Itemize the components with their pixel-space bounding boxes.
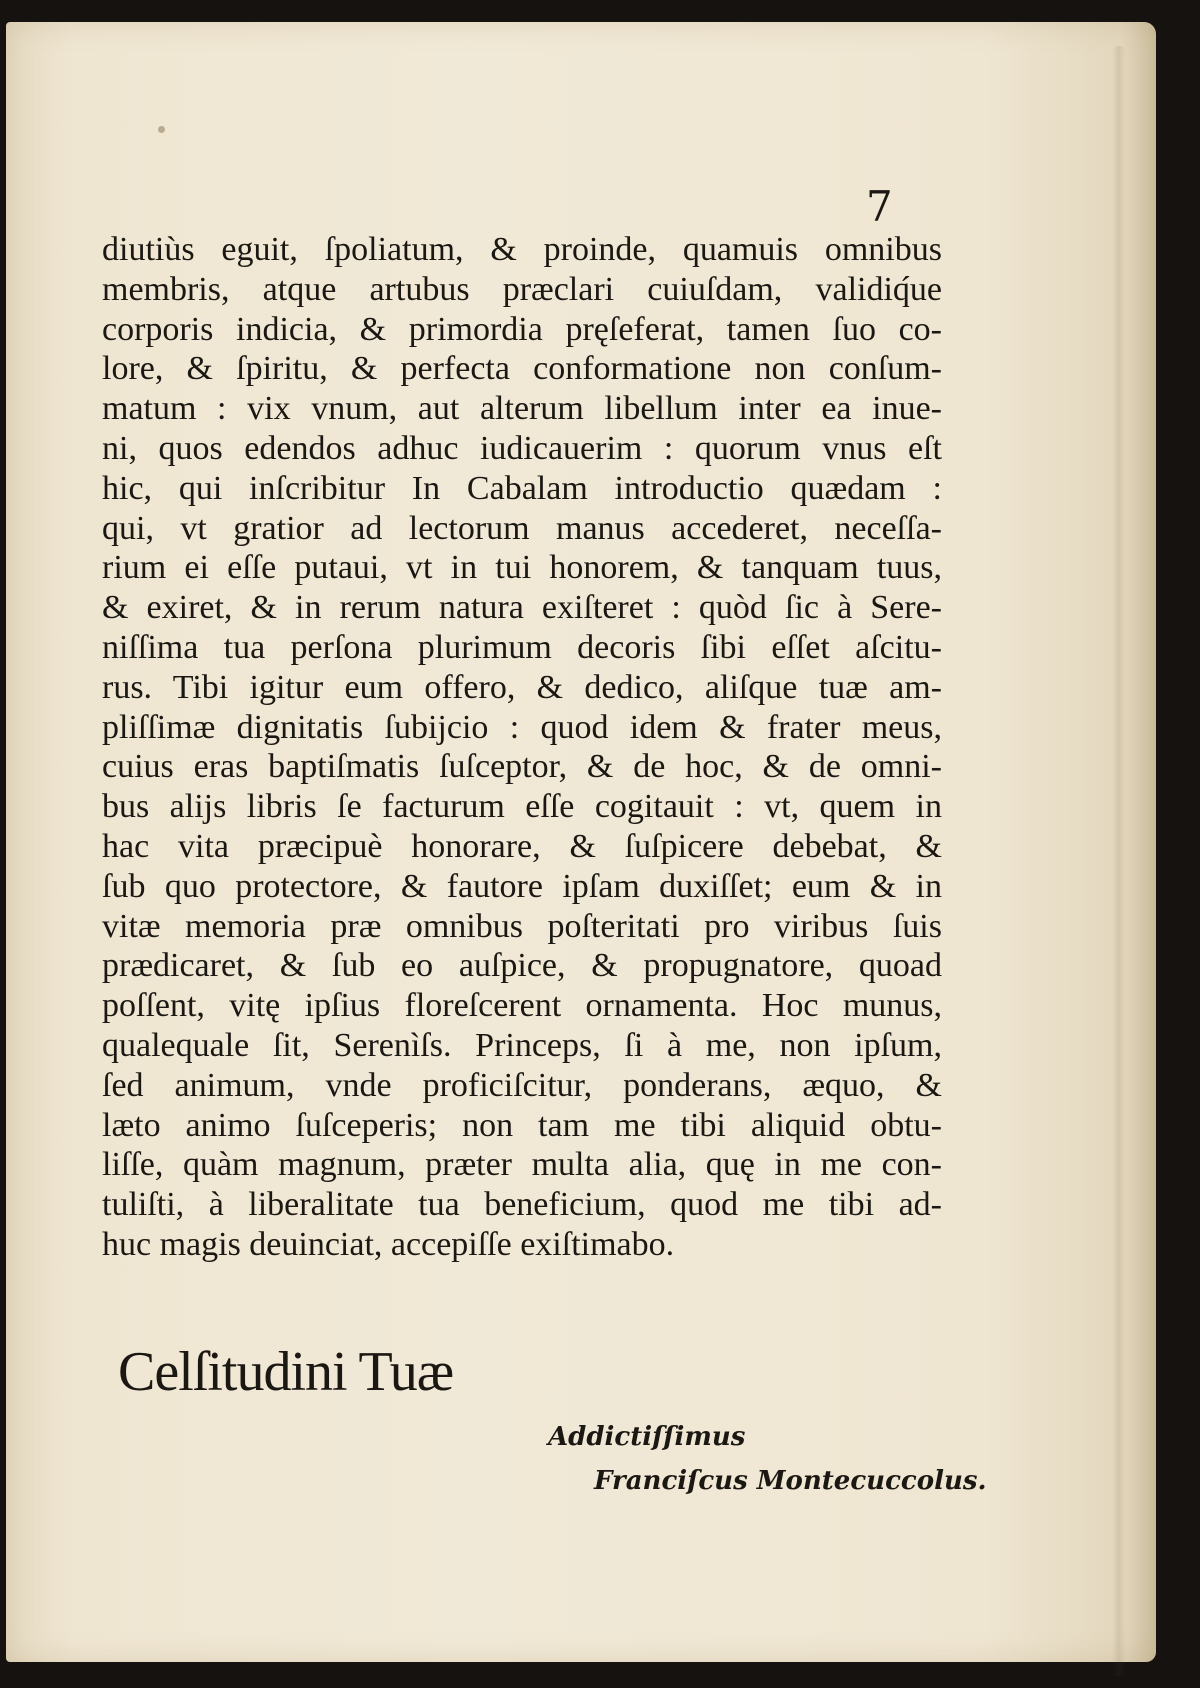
text-line: bus alijs libris ſe facturum eſſe cogitauit : vt, quem in xyxy=(102,788,942,826)
text-line: niſſima tua perſona plurimum decoris ſibi eſſet aſcitu- xyxy=(102,628,942,666)
text-line: læto animo ſuſceperis; non tam me tibi aliquid obtu- xyxy=(102,1106,942,1144)
text-line: corporis indicia, & primordia pręſeferat, tamen ſuo co- xyxy=(102,310,942,348)
page-number: 7 xyxy=(866,182,893,231)
signature-name: Franciſcus Montecuccolus. xyxy=(594,1466,987,1496)
text-line: qui, vt gratior ad lectorum manus accederet, neceſſa- xyxy=(102,509,942,547)
text-line: huc magis deuinciat, accepiſſe exiſtimabo. xyxy=(102,1225,675,1263)
text-line: ni, quos edendos adhuc iudicauerim : quorum vnus eſt xyxy=(102,429,942,467)
text-line: rus. Tibi igitur eum offero, & dedico, aliſque tuæ am- xyxy=(102,668,942,706)
text-line: membris, atque artubus præclari cuiuſdam, validiq́ue xyxy=(102,270,942,308)
body-text xyxy=(102,230,942,1265)
text-line: vitæ memoria præ omnibus poſteritati pro viribus ſuis xyxy=(102,907,942,945)
page-edge-shadow xyxy=(1112,46,1126,1676)
text-line: pliſſimæ dignitatis ſubijcio : quod idem & frater meus, xyxy=(102,708,942,746)
text-line: cuius eras baptiſmatis ſuſceptor, & de hoc, & de omni- xyxy=(102,748,942,786)
text-line: tuliſti, à liberalitate tua beneficium, quod me tibi ad- xyxy=(102,1186,942,1224)
text-line: ſed animum, vnde proficiſcitur, ponderans, æquo, & xyxy=(102,1066,942,1104)
text-line: diutiùs eguit, ſpoliatum, & proinde, quamuis omnibus xyxy=(102,231,942,268)
text-line: liſſe, quàm magnum, præter multa alia, quę in me con- xyxy=(102,1146,942,1184)
paper-speck xyxy=(158,126,165,133)
text-line: poſſent, vitę ipſius floreſcerent ornamenta. Hoc munus, xyxy=(102,987,942,1025)
text-line: lore, & ſpiritu, & perfecta conformatione non conſum- xyxy=(102,350,942,388)
text-line: hic, qui inſcribitur In Cabalam introductio quædam : xyxy=(102,469,942,507)
text-line: prædicaret, & ſub eo auſpice, & propugnatore, quoad xyxy=(102,947,942,985)
text-line: ſub quo protectore, & fautore ipſam duxiſſet; eum & in xyxy=(102,867,942,905)
book-page xyxy=(6,22,1156,1662)
text-line: & exiret, & in rerum natura exiſteret : quòd ſic à Sere- xyxy=(102,589,942,627)
text-line: rium ei eſſe putaui, vt in tui honorem, & tanquam tuus, xyxy=(102,549,942,587)
text-line: matum : vix vnum, aut alterum libellum inter ea inue- xyxy=(102,390,942,428)
text-line: hac vita præcipuè honorare, & ſuſpicere debebat, & xyxy=(102,827,942,865)
signature-line: Addictiſſimus xyxy=(548,1422,746,1452)
salutation: Celſitudini Tuæ xyxy=(118,1341,454,1403)
text-line: qualequale ſit, Serenìſs. Princeps, ſi à me, non ipſum, xyxy=(102,1026,942,1064)
